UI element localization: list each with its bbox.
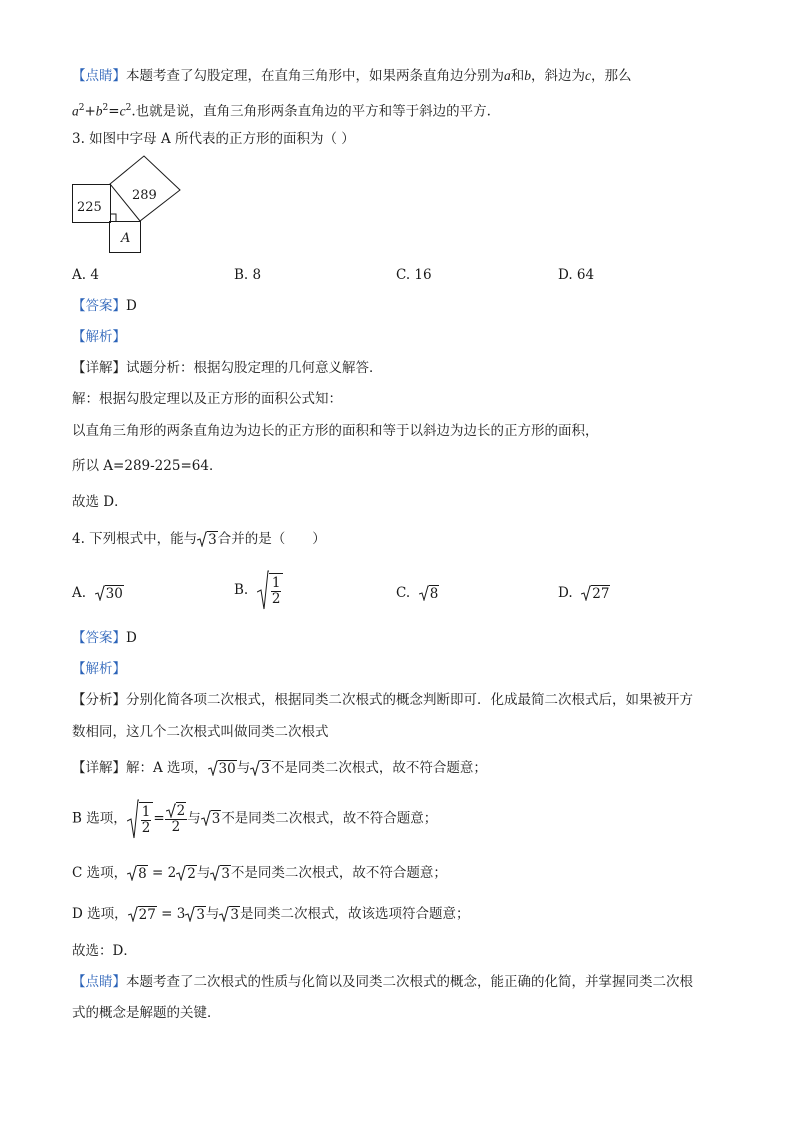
q4-dianjing-2: 式的概念是解题的关键． [72, 1005, 221, 1021]
q4-option-b: B. $\frac{1}{2}$ [234, 570, 283, 610]
q4-option-c: C. 8 [396, 585, 439, 602]
q4-conclusion: 故选：D． [72, 943, 137, 959]
dianjing-line-1: 【点睛】本题考查了勾股定理，在直角三角形中，如果两条直角边分别为a和b，斜边为c，那么 [72, 68, 632, 84]
sqrt-3: 3 [197, 531, 218, 549]
q3-figure [72, 155, 192, 260]
q4-fenxi-2: 数相同，这几个二次根式叫做同类二次根式 [72, 724, 329, 740]
q4-detail-a: 【详解】解：A 选项， 30与 3不是同类二次根式，故不符合题意； [72, 760, 487, 777]
q4-fenxi-1: 【分析】分别化简各项二次根式，根据同类二次根式的概念判断即可．化成最简二次根式后，如果被开方 [72, 692, 693, 708]
q4-answer: 【答案】D [72, 630, 137, 646]
q3-option-d: D. 64 [558, 267, 595, 283]
q3-option-a: A. 4 [72, 267, 99, 283]
answer-tag: 【答案】 [72, 298, 126, 314]
q3-option-c: C. 16 [396, 267, 432, 283]
q4-detail-c: C 选项， 8 = 2 2与 3不是同类二次根式，故不符合题意； [72, 865, 447, 882]
q3-solution-3: 所以 A=289-225=64． [72, 458, 223, 474]
q3-conclusion: 故选 D． [72, 494, 128, 510]
q4-option-a: A. 30 [72, 585, 123, 602]
q3-detail: 【详解】试题分析：根据勾股定理的几何意义解答． [72, 360, 383, 376]
q3-solution-2: 以直角三角形的两条直角边为边长的正方形的面积和等于以斜边为边长的正方形的面积， [72, 423, 599, 439]
dianjing-line-2: $a^2+b^2=c^2$.也就是说，直角三角形两条直角边的平方和等于斜边的平方. [72, 103, 491, 120]
label-225: 225 [77, 200, 102, 215]
q3-analysis-tag: 【解析】 [72, 329, 126, 345]
q4-stem: 4. 下列根式中，能与 3合并的是（ ） [72, 531, 326, 548]
dianjing-tag: 【点睛】 [72, 68, 126, 84]
q4-dianjing-1: 【点睛】本题考查了二次根式的性质与化简以及同类二次根式的概念，能正确的化简，并掌握同类二次根 [72, 974, 693, 990]
q3-answer: 【答案】D [72, 298, 137, 314]
q3-solution-1: 解：根据勾股定理以及正方形的面积公式知： [72, 391, 342, 407]
q3-option-b: B. 8 [234, 267, 262, 283]
label-a: A [121, 231, 131, 246]
q3-stem: 3. 如图中字母 A 所代表的正方形的面积为（ ） [72, 131, 355, 147]
q4-detail-b: B 选项， $\frac{1}{2}$ = $\frac{2}{2}$ 与 3不是同类二次根式，故不符合题意； [72, 797, 437, 839]
q4-detail-d: D 选项， 27 = 3 3与 3是同类二次根式，故该选项符合题意； [72, 906, 470, 923]
label-289: 289 [132, 188, 157, 203]
q4-option-d: D. 27 [558, 585, 610, 602]
q4-analysis-tag: 【解析】 [72, 661, 126, 677]
right-angle-mark [110, 214, 116, 221]
